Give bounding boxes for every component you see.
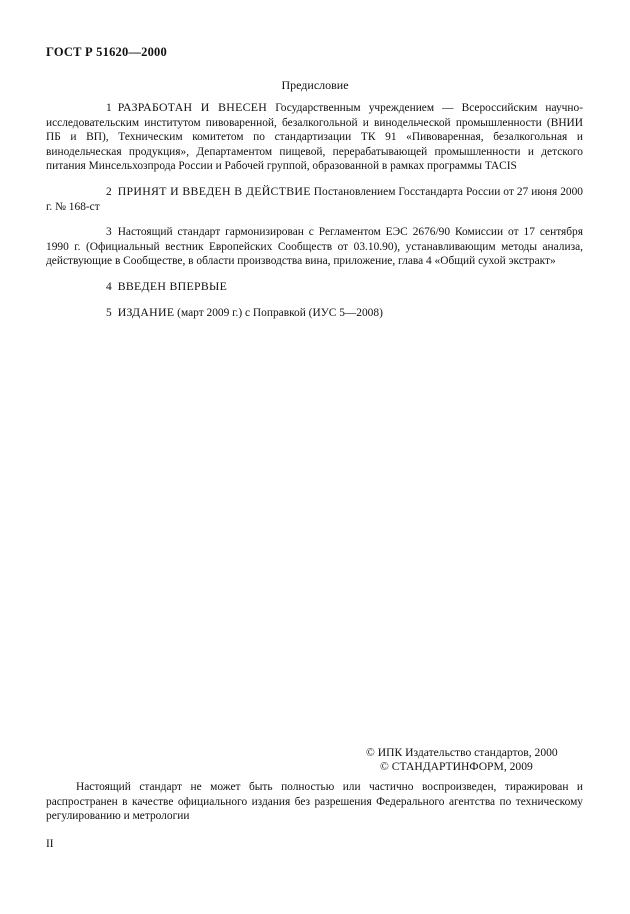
standard-code: ГОСТ Р 51620—2000 — [46, 45, 167, 59]
copyright-line-2: © СТАНДАРТИНФОРМ, 2009 — [380, 760, 533, 773]
preface-item-3 — [46, 224, 583, 269]
item-text: Настоящий стандарт гармонизирован с Регламентом ЕЭС 2676/90 Комиссии от 17 сентября 1990 г. (Официальный вестник Европейских Сообществ от 03.10.90), устанавливающим методы анализа, действующие в Сообществе, в области производства вина, приложение, глава 4 «Общий сухой экстракт» — [46, 226, 583, 268]
preface-item-4 — [46, 279, 583, 295]
item-caps: ИЗДАНИЕ — [117, 304, 175, 319]
page-number: II — [46, 838, 54, 850]
item-number: 5 — [106, 306, 112, 319]
item-caps: ВВЕДЕН ВПЕРВЫЕ — [117, 278, 228, 293]
item-text: (март 2009 г.) с Поправкой (ИУС 5—2008) — [174, 306, 383, 319]
preface-item-2 — [46, 184, 583, 214]
item-number: 1 — [106, 102, 112, 114]
section-title: Предисловие — [281, 78, 349, 92]
copyright-line-1: © ИПК Издательство стандартов, 2000 — [366, 746, 558, 759]
item-caps: ПРИНЯТ И ВВЕДЕН В ДЕЙСТВИЕ — [117, 183, 311, 198]
item-text: Государственным учреждением — Всероссийским научно-исследовательским институтом пивоваренной, безалкогольной и винодельческой промышленности (ВНИИ ПБ и ВП), Техническим комитетом по стандартизации ТК 91 «Пивоваренная, безалкогольная и винодельческая продукция», Департаментом пищевой, перерабатывающей промышленности и детского питания Минсельхозпрода России и Рабочей группой, образованной в рамках программы TACIS — [46, 102, 583, 173]
item-number: 2 — [106, 185, 112, 198]
item-text: Постановлением Госстандарта России от 27 июня 2000 г. № 168-ст — [46, 185, 583, 213]
item-caps: РАЗРАБОТАН И ВНЕСЕН — [117, 100, 268, 114]
item-number: 3 — [106, 226, 112, 239]
preface-item-1 — [46, 100, 583, 174]
reproduction-notice: Настоящий стандарт не может быть полностью или частично воспроизведен, тиражирован и распространен в качестве официального издания без разрешения Федерального агентства по техническому регулированию и метрологии — [46, 781, 583, 823]
copyright-block — [330, 746, 584, 774]
preface-body — [46, 100, 583, 330]
item-number: 4 — [106, 280, 112, 293]
preface-item-5 — [46, 305, 583, 321]
